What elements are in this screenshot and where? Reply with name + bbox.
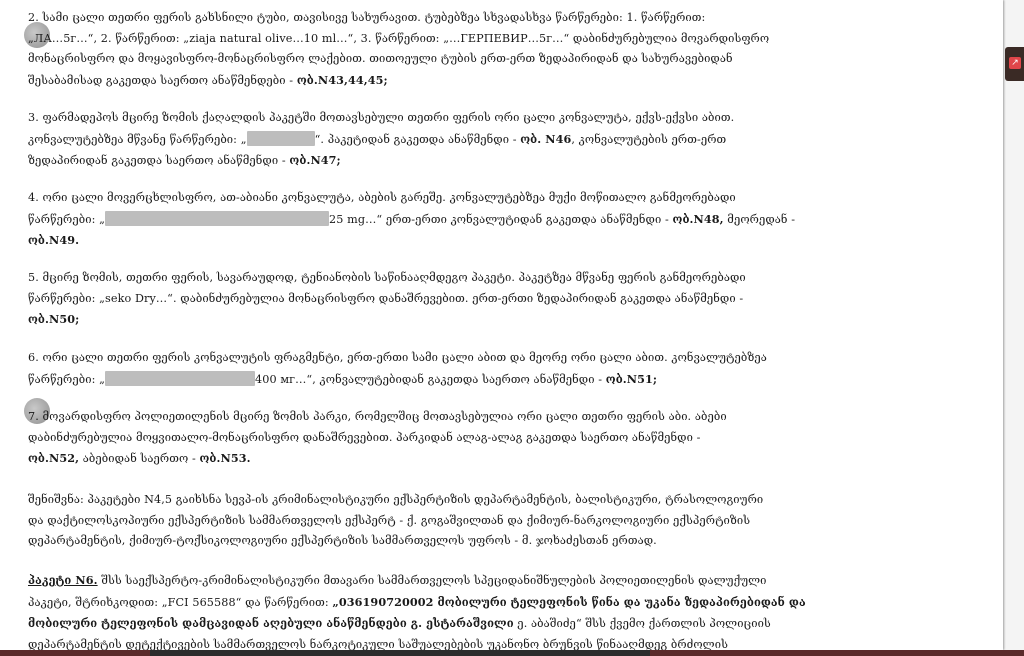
pdf-icon: ↗ <box>1009 57 1021 69</box>
text-line: დეპარტამენტის დეტექტივების სამმართველოს ნარკოტიკული საშუალებების უკანონო ბრუნვის წინააღმდეგ ბრძოლის <box>28 637 728 650</box>
text-line: პაკეტი, შტრიხკოდით: „FCI 565588“ და წარწერით: „036190720002 მობილური ტელეფონის წინა და უკანა ზედაპირებიდან და <box>28 594 806 609</box>
text-line: 2. სამი ცალი თეთრი ფერის გახსნილი ტუბი, თავისივე სახურავით. ტუბებზეა სხვადასხვა წარწერები: 1. წარწერით: <box>28 11 706 24</box>
horizontal-scrollbar[interactable] <box>150 650 650 656</box>
text-line: წარწერები: „ 400 мг…“, კონვალუტებიდან გაკეთდა საერთო ანაწმენდი - ობ.N51; <box>28 371 658 386</box>
text-line: ობ.N52, აბებიდან საერთო - ობ.N53. <box>28 451 251 465</box>
text-line: 4. ორი ცალი მოვერცხლისფრო, ათ-აბიანი კონვალუტა, აბების გარეშე. კონვალუტებზეა მუქი მოწითალო განმეორებადი <box>28 191 736 204</box>
redaction-box <box>247 131 315 146</box>
evidence-ref: ობ.N47; <box>289 153 341 167</box>
text-line: დეპარტამენტის, ქიმიურ-ტოქსიკოლოგიური ექსპერტიზის სამმართველოს უფროს - მ. ჯოხაძესთან ერთად. <box>28 534 657 547</box>
text-line: წარწერები: „ 25 mg…“ ერთ-ერთი კონვალუტიდან გაკეთდა ანაწმენდი - ობ.N48, მეორედან - <box>28 211 796 226</box>
note-paragraph <box>28 490 910 552</box>
text-line: „ЛА…5г…“, 2. წარწერით: „ziaja natural olive…10 ml…“, 3. წარწერით: „…ГЕРПЕВИР…5г…“ დაბინძურებულია მოვარდისფრო <box>28 31 770 45</box>
evidence-ref: ობ.N53. <box>199 451 251 465</box>
text-line: 3. ფარმადეპოს მცირე ზომის ქაღალდის პაკეტში მოთავსებული თეთრი ფერის ორი ცალი კონვალუტა, ექვს-ექვსი აბით. <box>28 111 735 124</box>
text-line: ზედაპირიდან გაკეთდა საერთო ანაწმენდი - ობ.N47; <box>28 153 341 167</box>
text-line: 6. ორი ცალი თეთრი ფერის კონვალუტის ფრაგმენტი, ერთ-ერთი სამი ცალი აბით და მეორე ორი ცალი აბით. კონვალუტებზეა <box>28 351 767 364</box>
paragraph-item-6 <box>28 348 910 390</box>
paragraph-item-5 <box>28 268 910 330</box>
paragraph-item-3 <box>28 108 910 172</box>
evidence-ref: ობ.N52, <box>28 451 80 465</box>
evidence-ref: ობ.N50; <box>28 312 80 326</box>
paragraph-item-7 <box>28 407 910 470</box>
text-line: 5. მცირე ზომის, თეთრი ფერის, სავარაუდოდ, ტენიანობის საწინააღმდეგო პაკეტი. პაკეტზეა მწვანე ფერის განმეორებადი <box>28 271 746 284</box>
text-line: პაკეტი N6. შსს საექსპერტო-კრიმინალისტიკური მთავარი სამმართველოს სპეციდანიშნულების პოლიეთილენის დალუქული <box>28 573 767 587</box>
evidence-ref: ობ.N48, <box>672 211 724 226</box>
redaction-box <box>105 371 255 386</box>
text-line: წარწერები: „seko Dry…“. დაბინძურებულია მონაცრისფრო დანაშრევებით. ერთ-ერთი ზედაპირიდან გაკეთდა ანაწმენდი - <box>28 291 744 305</box>
evidence-ref: ობ.N43,44,45; <box>296 72 388 87</box>
text-line: შესაბამისად გაკეთდა საერთო ანაწმენდები - ობ.N43,44,45; <box>28 72 388 87</box>
viewer-side-tab[interactable] <box>1005 47 1024 81</box>
paragraph-item-4 <box>28 188 910 251</box>
redaction-box <box>105 211 329 226</box>
text-line: და დაქტილოსკოპიური ექსპერტიზის სამმართველოს ექსპერტ - ქ. გოგაშვილთან და ქიმიურ-ნარკოლოგიური ექსპერტიზის <box>28 513 751 527</box>
text-line: მონაცრისფრო და მოყავისფრო-მონაცრისფრო ლაქებით. თითოეული ტუბის ერთ-ერთ ზედაპირიდან და სახურავებიდან <box>28 52 733 65</box>
package-heading: პაკეტი N6. <box>28 573 98 587</box>
text-line: 7. მოვარდისფრო პოლიეთილენის მცირე ზომის პარკი, რომელშიც მოთავსებულია ორი ცალი თეთრი ფერის აბი. აბები <box>28 410 727 423</box>
text-line: დაბინძურებულია მოყვითალო-მონაცრისფრო დანაშრევებით. პარკიდან ალაგ-ალაგ გაკეთდა საერთო ანაწმენდი - <box>28 430 701 444</box>
evidence-ref: ობ. N46 <box>520 131 572 146</box>
text-line: მობილური ტელეფონის დამცავიდან აღებული ანაწმენდები გ. ესტარაშვილი ე. აბაშიძე“ შსს ქვემო ქართლის პოლიციის <box>28 616 771 630</box>
evidence-ref: ობ.N51; <box>605 371 658 386</box>
package-paragraph <box>28 570 910 650</box>
evidence-ref: ობ.N49. <box>28 233 80 247</box>
text-line: შენიშვნა: პაკეტები N4,5 გაიხსნა სევპ-ის კრიმინალისტიკური ექსპერტიზის დეპარტამენტის, ბალისტიკური, ტრასოლოგიური <box>28 493 764 506</box>
text-line: კონვალუტებზეა მწვანე წარწერები: „ “. პაკეტიდან გაკეთდა ანაწმენდი - ობ. N46, კონვალუტების ერთ-ერთ <box>28 131 727 146</box>
paragraph-item-2 <box>28 8 910 91</box>
vertical-scrollbar[interactable] <box>1010 90 1018 650</box>
